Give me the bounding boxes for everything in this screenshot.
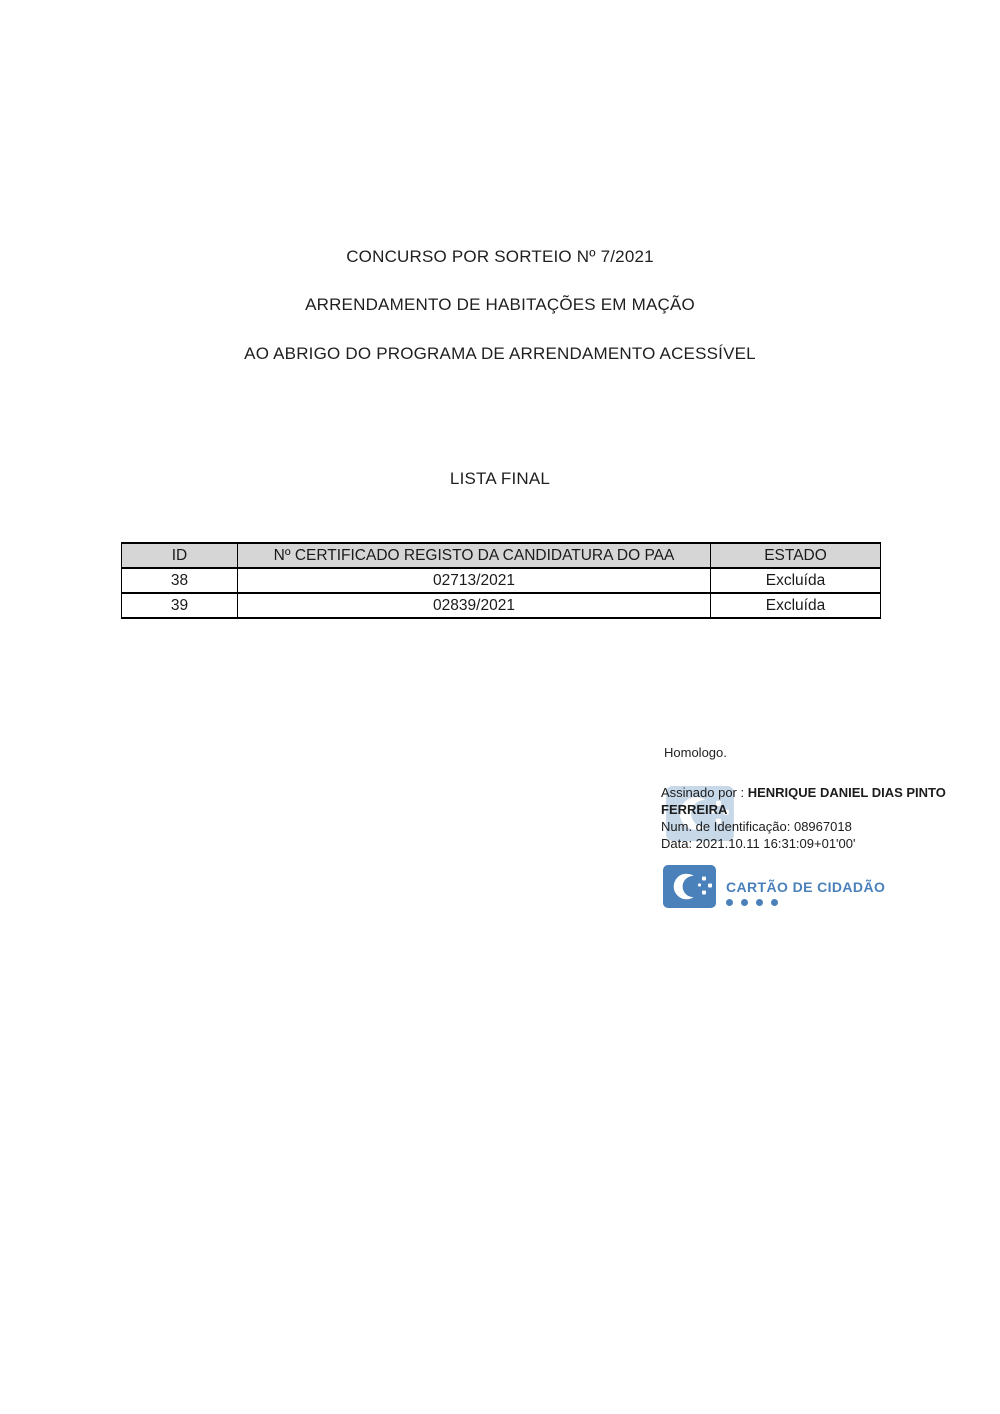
logo-dot: [726, 899, 733, 906]
logo-dot: [771, 899, 778, 906]
signature-date: Data: 2021.10.11 16:31:09+01'00': [661, 836, 856, 851]
table-header-row: [122, 543, 881, 568]
cell-certificado: 02839/2021: [238, 593, 711, 618]
header-estado: ESTADO: [711, 543, 881, 568]
cell-estado: Excluída: [711, 593, 881, 618]
citizen-card-icon: [663, 865, 716, 908]
document-title-line-1: CONCURSO POR SORTEIO Nº 7/2021: [346, 247, 654, 266]
header-certificado: Nº CERTIFICADO REGISTO DA CANDIDATURA DO PAA: [238, 543, 711, 568]
results-table: [121, 542, 881, 619]
homologo-note: Homologo.: [664, 745, 727, 760]
assinado-por-label: Assinado por :: [661, 785, 748, 800]
cell-id: 39: [122, 593, 238, 618]
table-row: [122, 593, 881, 618]
document-title-line-3: AO ABRIGO DO PROGRAMA DE ARRENDAMENTO ACESSÍVEL: [244, 344, 756, 363]
table-row: [122, 568, 881, 593]
citizen-card-logo-dots: [726, 899, 885, 906]
signer-id-number: Num. de Identificação: 08967018: [661, 819, 852, 834]
cell-estado: Excluída: [711, 568, 881, 593]
cell-id: 38: [122, 568, 238, 593]
document-title-line-2: ARRENDAMENTO DE HABITAÇÕES EM MAÇÃO: [305, 295, 695, 314]
cell-certificado: 02713/2021: [238, 568, 711, 593]
citizen-card-logo: [663, 865, 885, 908]
signer-name: HENRIQUE DANIEL DIAS PINTO FERREIRA: [661, 785, 946, 817]
logo-dot: [741, 899, 748, 906]
header-id: ID: [122, 543, 238, 568]
citizen-card-logo-text-block: [726, 865, 885, 906]
logo-dot: [756, 899, 763, 906]
document-subtitle: LISTA FINAL: [449, 469, 551, 488]
citizen-card-logo-text: CARTÃO DE CIDADÃO: [726, 879, 886, 895]
digital-signature-block: [661, 784, 953, 852]
